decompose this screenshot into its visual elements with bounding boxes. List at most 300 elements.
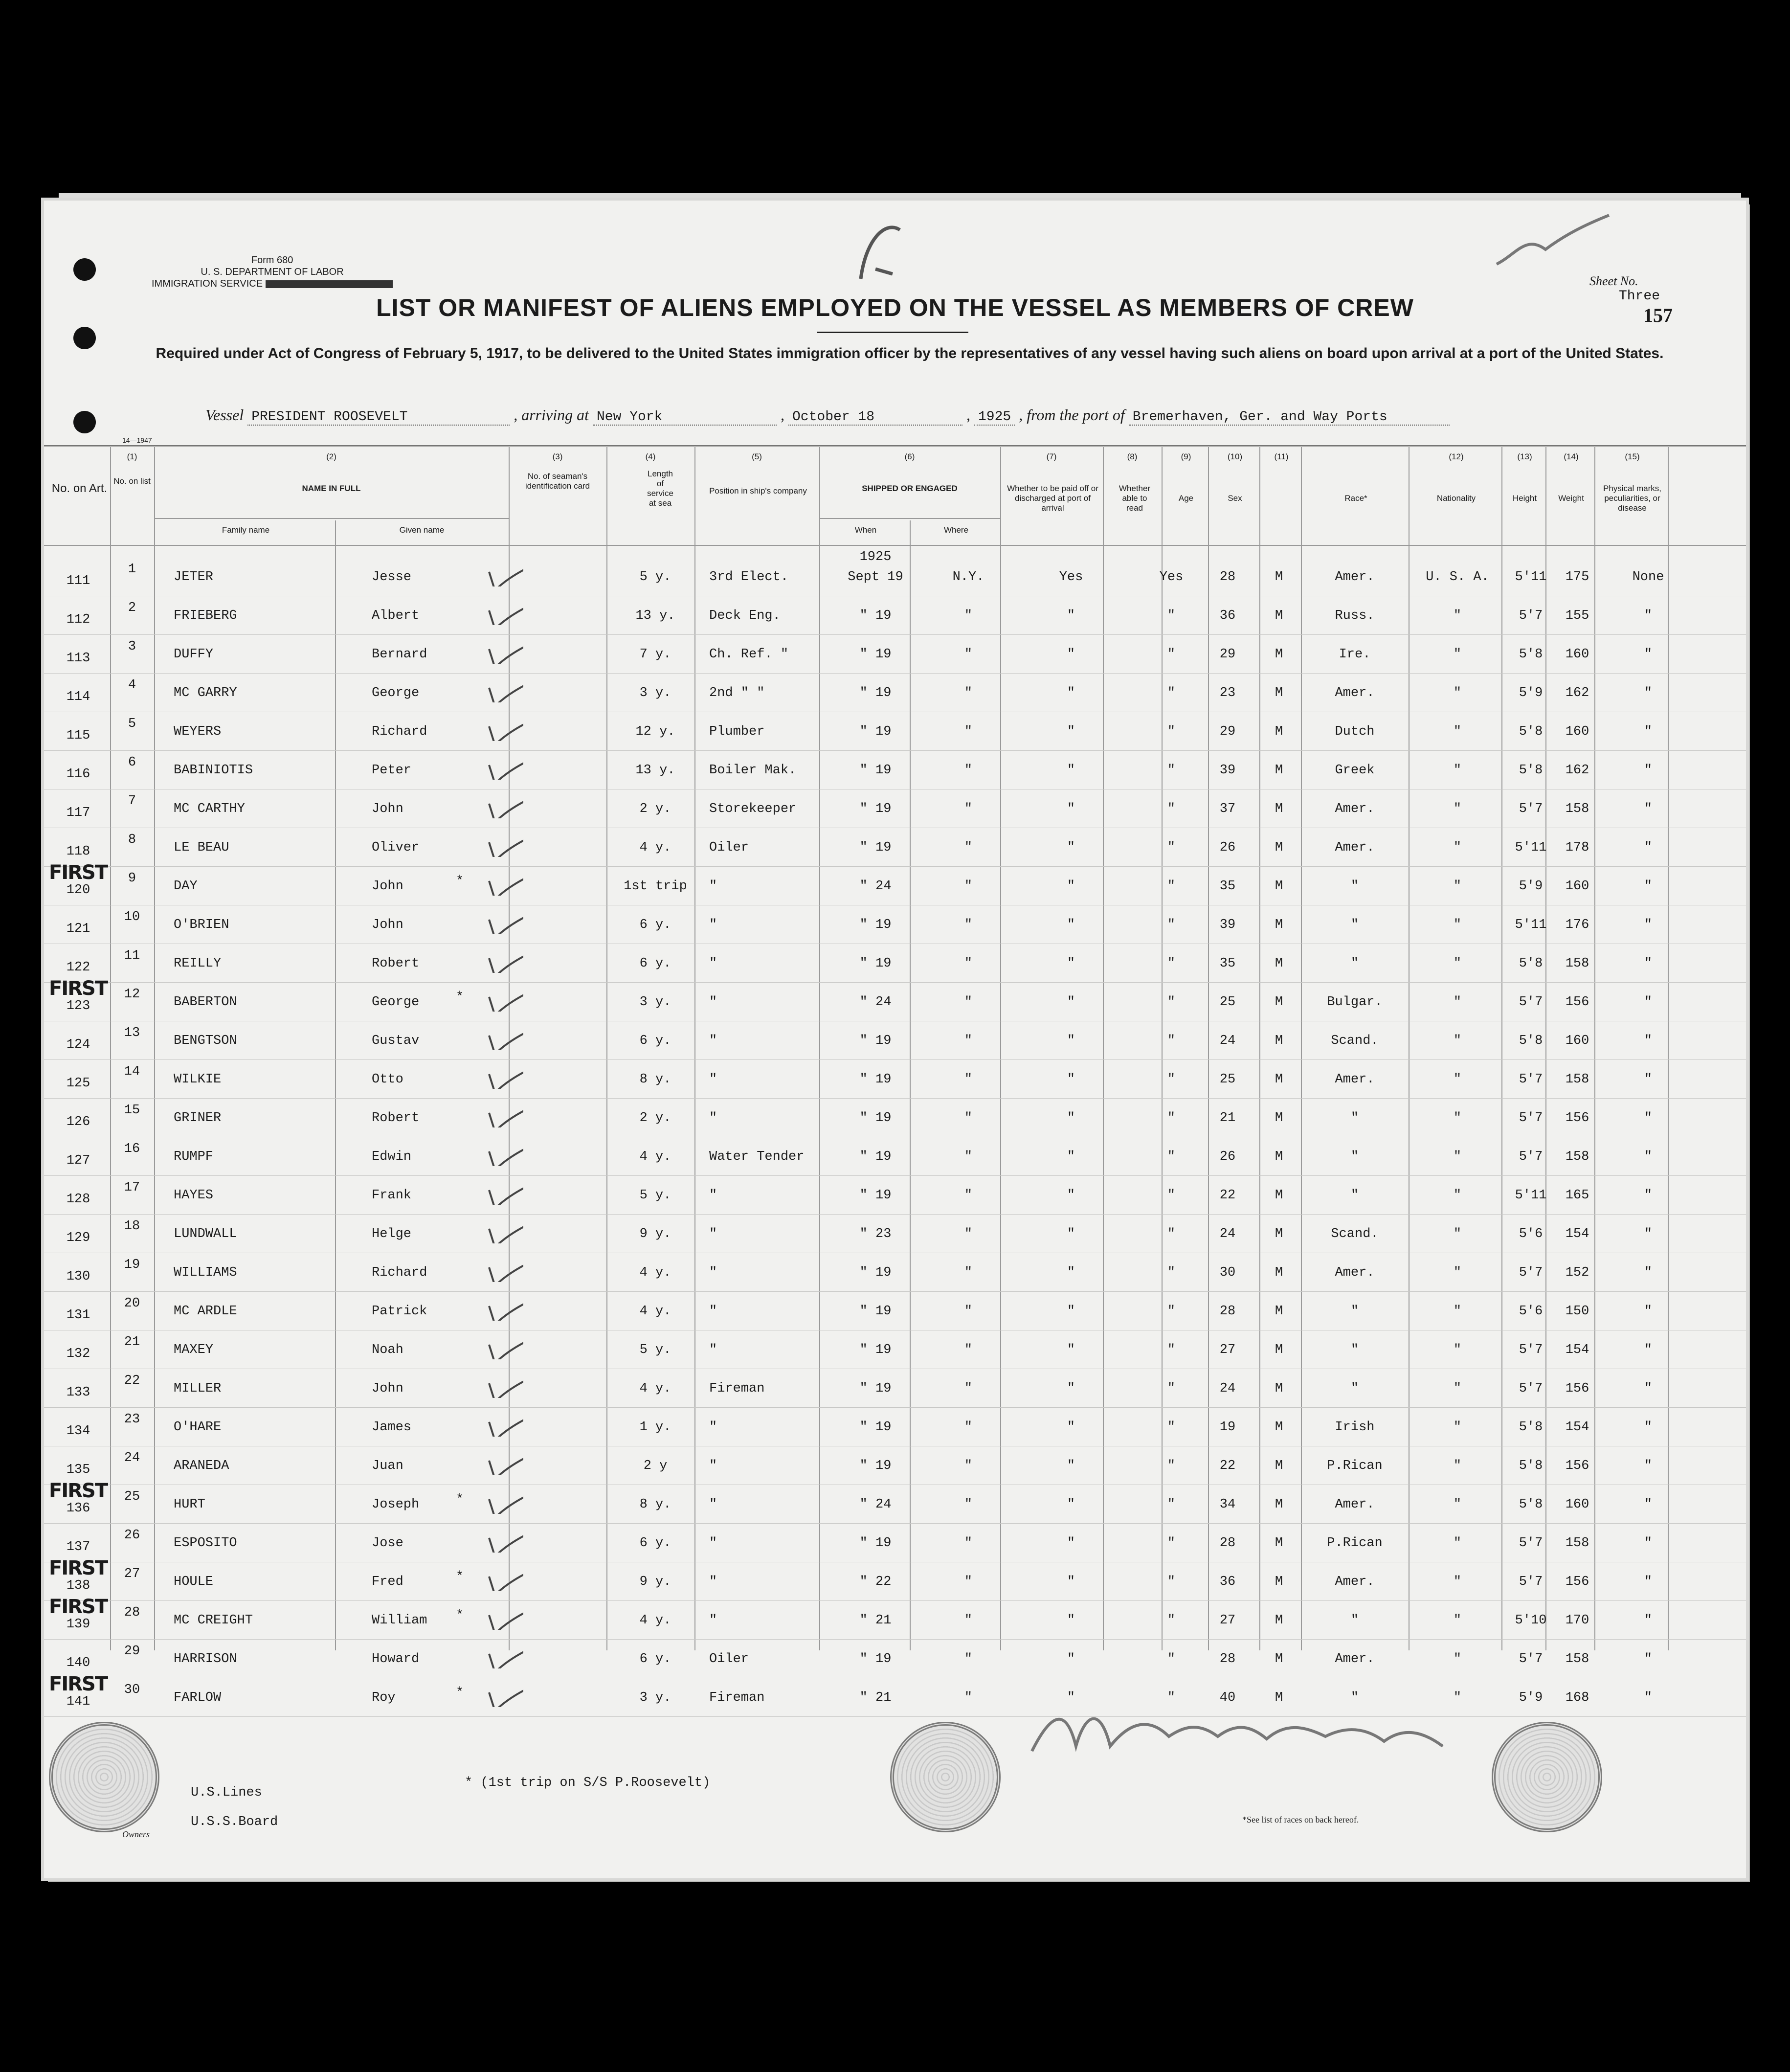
row-shipped-where: " <box>964 608 973 623</box>
row-race: Scand. <box>1331 1227 1379 1241</box>
row-race: Amer. <box>1335 570 1375 585</box>
row-nationality: " <box>1453 1149 1462 1164</box>
row-race: " <box>1350 1111 1359 1126</box>
table-row <box>44 1673 1746 1717</box>
row-shipped-where: " <box>964 995 973 1010</box>
row-given-name: Noah <box>372 1343 403 1357</box>
row-position: " <box>709 1497 717 1512</box>
row-shipped-where: " <box>964 840 973 855</box>
row-paid-off: " <box>1067 879 1075 894</box>
row-age: 39 <box>1219 763 1236 778</box>
page-number: 157 <box>1643 304 1673 326</box>
row-age: 26 <box>1219 840 1236 855</box>
row-able-to-read: " <box>1167 1459 1176 1473</box>
row-given-name: John <box>372 879 403 894</box>
checkmark-icon <box>484 900 523 934</box>
row-physical-marks: " <box>1644 1343 1653 1357</box>
header-col13: Height <box>1512 494 1537 503</box>
row-shipped-when: " 19 <box>859 1343 892 1357</box>
row-given-name: Jesse <box>372 570 412 585</box>
row-nationality: " <box>1453 995 1462 1010</box>
row-age: 28 <box>1219 1536 1236 1551</box>
checkmark-icon <box>484 552 523 586</box>
row-shipped-when: " 19 <box>859 1265 892 1280</box>
row-height: 5'7 <box>1519 1111 1543 1126</box>
row-physical-marks: " <box>1644 879 1653 894</box>
arrival-year: 1925 <box>974 409 1015 426</box>
row-sex: M <box>1275 686 1283 700</box>
table-row <box>44 1596 1746 1640</box>
row-nationality: " <box>1453 1343 1462 1357</box>
table-row <box>44 1059 1746 1099</box>
row-physical-marks: " <box>1644 763 1653 778</box>
row-shipped-when: " 19 <box>859 1072 892 1087</box>
row-weight: 176 <box>1565 918 1589 932</box>
row-family-name: MAXEY <box>174 1343 214 1357</box>
row-family-name: MC CARTHY <box>174 802 245 816</box>
row-art-number: 133 <box>66 1385 90 1400</box>
row-race: Bulgar. <box>1327 995 1383 1010</box>
table-row <box>44 1098 1746 1137</box>
row-position: Oiler <box>709 840 749 855</box>
row-shipped-when: " 19 <box>859 1420 892 1435</box>
row-list-number: 20 <box>124 1296 140 1311</box>
owner-line-1: U.S.Lines <box>191 1785 262 1800</box>
row-height: 5'7 <box>1519 1149 1543 1164</box>
row-age: 29 <box>1219 647 1236 662</box>
first-stamp: FIRST <box>49 1596 108 1618</box>
row-family-name: GRINER <box>174 1111 222 1126</box>
table-row <box>44 712 1746 751</box>
row-able-to-read: " <box>1167 1188 1176 1203</box>
row-position: 2nd " " <box>709 686 765 700</box>
row-service-length: 1st trip <box>624 879 687 894</box>
row-given-name: Robert <box>372 1111 420 1126</box>
row-position: " <box>709 995 717 1010</box>
row-family-name: FARLOW <box>174 1690 222 1705</box>
row-physical-marks: " <box>1644 724 1653 739</box>
table-row <box>44 1369 1746 1408</box>
row-weight: 162 <box>1565 763 1589 778</box>
row-shipped-where: " <box>964 1575 973 1589</box>
row-weight: 158 <box>1565 1536 1589 1551</box>
row-sex: M <box>1275 995 1283 1010</box>
row-given-name: Robert <box>372 956 420 971</box>
row-service-length: 8 y. <box>639 1497 671 1512</box>
table-row <box>44 944 1746 983</box>
header-col5: Position in ship's company <box>709 486 807 495</box>
row-service-length: 6 y. <box>639 1652 671 1667</box>
row-list-number: 2 <box>128 601 136 615</box>
row-position: Fireman <box>709 1690 765 1705</box>
row-paid-off: " <box>1067 647 1075 662</box>
row-family-name: ARANEDA <box>174 1459 229 1473</box>
row-shipped-where: " <box>964 1536 973 1551</box>
row-list-number: 18 <box>124 1219 140 1234</box>
row-family-name: WEYERS <box>174 724 222 739</box>
row-shipped-where: " <box>964 1034 973 1048</box>
row-family-name: FRIEBERG <box>174 608 237 623</box>
checkmark-icon <box>484 1634 523 1668</box>
row-family-name: MILLER <box>174 1381 222 1396</box>
row-weight: 160 <box>1565 724 1589 739</box>
row-shipped-where: " <box>964 1652 973 1667</box>
row-age: 28 <box>1219 570 1236 585</box>
row-physical-marks: " <box>1644 686 1653 700</box>
row-race: " <box>1350 1381 1359 1396</box>
row-age: 22 <box>1219 1459 1236 1473</box>
header-col6: SHIPPED OR ENGAGED <box>862 484 958 493</box>
table-row <box>44 596 1746 635</box>
row-sex: M <box>1275 1072 1283 1087</box>
row-nationality: " <box>1453 647 1462 662</box>
row-sex: M <box>1275 570 1283 585</box>
checkmark-icon <box>484 630 523 664</box>
row-nationality: " <box>1453 1304 1462 1319</box>
row-height: 5'7 <box>1519 608 1543 623</box>
row-paid-off: " <box>1067 1613 1075 1628</box>
row-able-to-read: " <box>1167 840 1176 855</box>
sheet-label: Sheet No. <box>1589 274 1638 288</box>
table-row <box>44 1253 1746 1292</box>
row-able-to-read: " <box>1167 686 1176 700</box>
row-height: 5'9 <box>1519 1690 1543 1705</box>
row-nationality: " <box>1453 763 1462 778</box>
row-shipped-when: " 19 <box>859 1188 892 1203</box>
header-where: Where <box>943 525 969 535</box>
table-row <box>44 861 1746 905</box>
row-race: " <box>1350 879 1359 894</box>
row-able-to-read: " <box>1167 995 1176 1010</box>
row-physical-marks: None <box>1632 570 1664 585</box>
row-position: " <box>709 1111 717 1126</box>
header-art: No. on Art. <box>51 482 108 495</box>
row-service-length: 3 y. <box>639 1690 671 1705</box>
row-weight: 158 <box>1565 1149 1589 1164</box>
row-physical-marks: " <box>1644 1459 1653 1473</box>
row-weight: 156 <box>1565 1459 1589 1473</box>
row-weight: 175 <box>1565 570 1589 585</box>
row-race: Amer. <box>1335 802 1375 816</box>
row-list-number: 9 <box>128 871 136 886</box>
row-able-to-read: " <box>1167 1304 1176 1319</box>
row-nationality: " <box>1453 1265 1462 1280</box>
row-weight: 156 <box>1565 1575 1589 1589</box>
row-weight: 150 <box>1565 1304 1589 1319</box>
table-row <box>44 1175 1746 1215</box>
row-race: Amer. <box>1335 840 1375 855</box>
row-race: Amer. <box>1335 1265 1375 1280</box>
row-given-name: Peter <box>372 763 412 778</box>
row-age: 19 <box>1219 1420 1236 1435</box>
row-art-number: 114 <box>66 690 90 704</box>
row-family-name: ESPOSITO <box>174 1536 237 1551</box>
header-col10-num: (10) <box>1227 452 1243 461</box>
row-weight: 156 <box>1565 1111 1589 1126</box>
checkmark-icon <box>484 977 523 1012</box>
row-shipped-when: " 24 <box>859 879 892 894</box>
row-sex: M <box>1275 918 1283 932</box>
row-family-name: O'BRIEN <box>174 918 229 932</box>
row-weight: 152 <box>1565 1265 1589 1280</box>
row-paid-off: Yes <box>1059 570 1083 585</box>
checkmark-icon <box>484 939 523 973</box>
row-nationality: " <box>1453 1188 1462 1203</box>
row-service-length: 7 y. <box>639 647 671 662</box>
row-list-number: 12 <box>124 987 140 1002</box>
row-first-trip-mark: * <box>456 874 464 889</box>
punch-hole <box>73 327 96 349</box>
row-sex: M <box>1275 956 1283 971</box>
row-list-number: 15 <box>124 1103 140 1118</box>
row-family-name: HARRISON <box>174 1652 237 1667</box>
row-able-to-read: " <box>1167 1381 1176 1396</box>
header-col2-num: (2) <box>326 452 336 461</box>
row-able-to-read: " <box>1167 1420 1176 1435</box>
row-service-length: 4 y. <box>639 840 671 855</box>
row-list-number: 3 <box>128 639 136 654</box>
row-shipped-when: " 24 <box>859 995 892 1010</box>
manifest-sheet <box>44 201 1746 1878</box>
row-sex: M <box>1275 1652 1283 1667</box>
row-race: " <box>1350 956 1359 971</box>
consulate-seal <box>49 1722 159 1832</box>
header-col7: Whether to be paid off or discharged at port of arrival <box>1007 484 1098 513</box>
row-first-trip-mark: * <box>456 990 464 1005</box>
consulate-seal <box>890 1722 1001 1832</box>
row-race: Irish <box>1335 1420 1375 1435</box>
first-stamp: FIRST <box>49 1557 108 1579</box>
row-shipped-when: " 19 <box>859 647 892 662</box>
row-family-name: REILLY <box>174 956 222 971</box>
row-weight: 168 <box>1565 1690 1589 1705</box>
row-art-number: 130 <box>66 1269 90 1284</box>
row-family-name: BABERTON <box>174 995 237 1010</box>
row-shipped-where: " <box>964 1304 973 1319</box>
row-sex: M <box>1275 1497 1283 1512</box>
row-list-number: 21 <box>124 1335 140 1350</box>
checkmark-icon <box>484 1596 523 1630</box>
row-list-number: 1 <box>128 562 136 577</box>
checkmark-icon <box>484 1248 523 1282</box>
handwritten-mark <box>846 210 919 289</box>
checkmark-icon <box>484 1286 523 1321</box>
header-col1-num: (1) <box>127 452 137 461</box>
checkmark-icon <box>484 1480 523 1514</box>
vessel-name: PRESIDENT ROOSEVELT <box>247 409 510 426</box>
row-list-number: 30 <box>124 1683 140 1697</box>
table-row <box>44 1446 1746 1485</box>
checkmark-icon <box>484 1055 523 1089</box>
row-race: Amer. <box>1335 1072 1375 1087</box>
row-weight: 156 <box>1565 1381 1589 1396</box>
row-shipped-when: " 21 <box>859 1690 892 1705</box>
row-art-number: 126 <box>66 1115 90 1129</box>
row-position: " <box>709 1575 717 1589</box>
row-race: P.Rican <box>1327 1459 1383 1473</box>
row-height: 5'7 <box>1519 1536 1543 1551</box>
row-sex: M <box>1275 1265 1283 1280</box>
row-shipped-where: " <box>964 879 973 894</box>
table-row <box>44 1021 1746 1060</box>
checkmark-icon <box>484 1557 523 1591</box>
row-physical-marks: " <box>1644 608 1653 623</box>
header-col7-num: (7) <box>1046 452 1057 461</box>
row-paid-off: " <box>1067 686 1075 700</box>
row-shipped-where: " <box>964 1227 973 1241</box>
row-service-length: 6 y. <box>639 956 671 971</box>
row-position: " <box>709 1265 717 1280</box>
row-art-number: 115 <box>66 728 90 743</box>
row-shipped-when: " 19 <box>859 956 892 971</box>
row-physical-marks: " <box>1644 1188 1653 1203</box>
consul-signature <box>1022 1692 1462 1771</box>
row-physical-marks: " <box>1644 1652 1653 1667</box>
row-height: 5'7 <box>1519 1265 1543 1280</box>
row-list-number: 23 <box>124 1412 140 1427</box>
row-sex: M <box>1275 879 1283 894</box>
row-paid-off: " <box>1067 1265 1075 1280</box>
row-list-number: 6 <box>128 755 136 770</box>
row-height: 5'6 <box>1519 1304 1543 1319</box>
header-col1: No. on list <box>113 476 151 486</box>
header-when: When <box>854 525 877 535</box>
row-list-number: 24 <box>124 1451 140 1465</box>
row-shipped-when: " 24 <box>859 1497 892 1512</box>
row-position: " <box>709 1072 717 1087</box>
row-service-length: 9 y. <box>639 1575 671 1589</box>
row-sex: M <box>1275 1420 1283 1435</box>
row-art-number: 112 <box>66 612 90 627</box>
row-position: " <box>709 1420 717 1435</box>
row-able-to-read: " <box>1167 1227 1176 1241</box>
row-weight: 160 <box>1565 879 1589 894</box>
row-list-number: 22 <box>124 1374 140 1388</box>
form-department: U. S. DEPARTMENT OF LABOR <box>201 267 344 277</box>
row-height: 5'7 <box>1519 1652 1543 1667</box>
row-sex: M <box>1275 608 1283 623</box>
first-stamp: FIRST <box>49 861 108 884</box>
row-sex: M <box>1275 1459 1283 1473</box>
header-col4-num: (4) <box>645 452 656 461</box>
row-paid-off: " <box>1067 1111 1075 1126</box>
row-physical-marks: " <box>1644 1034 1653 1048</box>
row-art-number: 136 <box>66 1501 90 1516</box>
checkmark-icon <box>484 1209 523 1243</box>
row-able-to-read: " <box>1167 763 1176 778</box>
checkmark-icon <box>484 707 523 741</box>
row-shipped-when: " 21 <box>859 1613 892 1628</box>
row-given-name: Edwin <box>372 1149 412 1164</box>
row-nationality: " <box>1453 918 1462 932</box>
row-service-length: 2 y. <box>639 1111 671 1126</box>
row-paid-off: " <box>1067 956 1075 971</box>
row-family-name: HAYES <box>174 1188 214 1203</box>
owners-label: Owners <box>122 1829 150 1839</box>
row-list-number: 7 <box>128 794 136 809</box>
header-col9-num: (9) <box>1181 452 1191 461</box>
row-race: Amer. <box>1335 686 1375 700</box>
row-height: 5'8 <box>1519 1497 1543 1512</box>
row-age: 29 <box>1219 724 1236 739</box>
handwritten-mark <box>1487 205 1643 284</box>
row-weight: 170 <box>1565 1613 1589 1628</box>
row-nationality: " <box>1453 1536 1462 1551</box>
table-row <box>44 789 1746 828</box>
row-art-number: 111 <box>66 574 90 588</box>
row-nationality: " <box>1453 686 1462 700</box>
row-age: 23 <box>1219 686 1236 700</box>
header-col3-num: (3) <box>552 452 563 461</box>
row-paid-off: " <box>1067 840 1075 855</box>
header-col4: Length of service at sea <box>647 469 673 508</box>
row-position: Oiler <box>709 1652 749 1667</box>
row-physical-marks: " <box>1644 1265 1653 1280</box>
row-position: " <box>709 1459 717 1473</box>
arrival-date: October 18 <box>788 409 962 426</box>
header-col12-num: (12) <box>1449 452 1464 461</box>
row-position: Storekeeper <box>709 802 797 816</box>
row-nationality: " <box>1453 724 1462 739</box>
checkmark-icon <box>484 1132 523 1166</box>
row-physical-marks: " <box>1644 1072 1653 1087</box>
row-given-name: Otto <box>372 1072 403 1087</box>
row-shipped-when: " 19 <box>859 1459 892 1473</box>
row-position: " <box>709 1613 717 1628</box>
row-paid-off: " <box>1067 1575 1075 1589</box>
row-given-name: John <box>372 918 403 932</box>
row-sex: M <box>1275 1536 1283 1551</box>
row-paid-off: " <box>1067 1459 1075 1473</box>
row-shipped-when: " 19 <box>859 1652 892 1667</box>
row-given-name: Frank <box>372 1188 412 1203</box>
row-weight: 165 <box>1565 1188 1589 1203</box>
row-family-name: DAY <box>174 879 198 894</box>
row-art-number: 132 <box>66 1347 90 1361</box>
table-row <box>44 1291 1746 1330</box>
row-given-name: George <box>372 686 420 700</box>
row-art-number: 127 <box>66 1153 90 1168</box>
row-nationality: " <box>1453 879 1462 894</box>
row-position: " <box>709 918 717 932</box>
table-row <box>44 1639 1746 1678</box>
table-row <box>44 673 1746 712</box>
row-art-number: 121 <box>66 922 90 936</box>
first-stamp: FIRST <box>49 1673 108 1695</box>
row-art-number: 118 <box>66 844 90 859</box>
row-race: " <box>1350 1613 1359 1628</box>
row-able-to-read: " <box>1167 724 1176 739</box>
row-paid-off: " <box>1067 1652 1075 1667</box>
row-paid-off: " <box>1067 1420 1075 1435</box>
row-shipped-when: " 19 <box>859 1111 892 1126</box>
row-able-to-read: " <box>1167 608 1176 623</box>
row-age: 34 <box>1219 1497 1236 1512</box>
row-given-name: Jose <box>372 1536 403 1551</box>
checkmark-icon <box>484 784 523 818</box>
row-given-name: John <box>372 1381 403 1396</box>
row-age: 35 <box>1219 879 1236 894</box>
row-shipped-when: " 19 <box>859 1304 892 1319</box>
row-given-name: Bernard <box>372 647 427 662</box>
row-height: 5'8 <box>1519 1459 1543 1473</box>
row-service-length: 4 y. <box>639 1265 671 1280</box>
row-sex: M <box>1275 1304 1283 1319</box>
row-weight: 154 <box>1565 1420 1589 1435</box>
row-art-number: 125 <box>66 1076 90 1091</box>
row-shipped-where: " <box>964 1188 973 1203</box>
row-family-name: HOULE <box>174 1575 214 1589</box>
